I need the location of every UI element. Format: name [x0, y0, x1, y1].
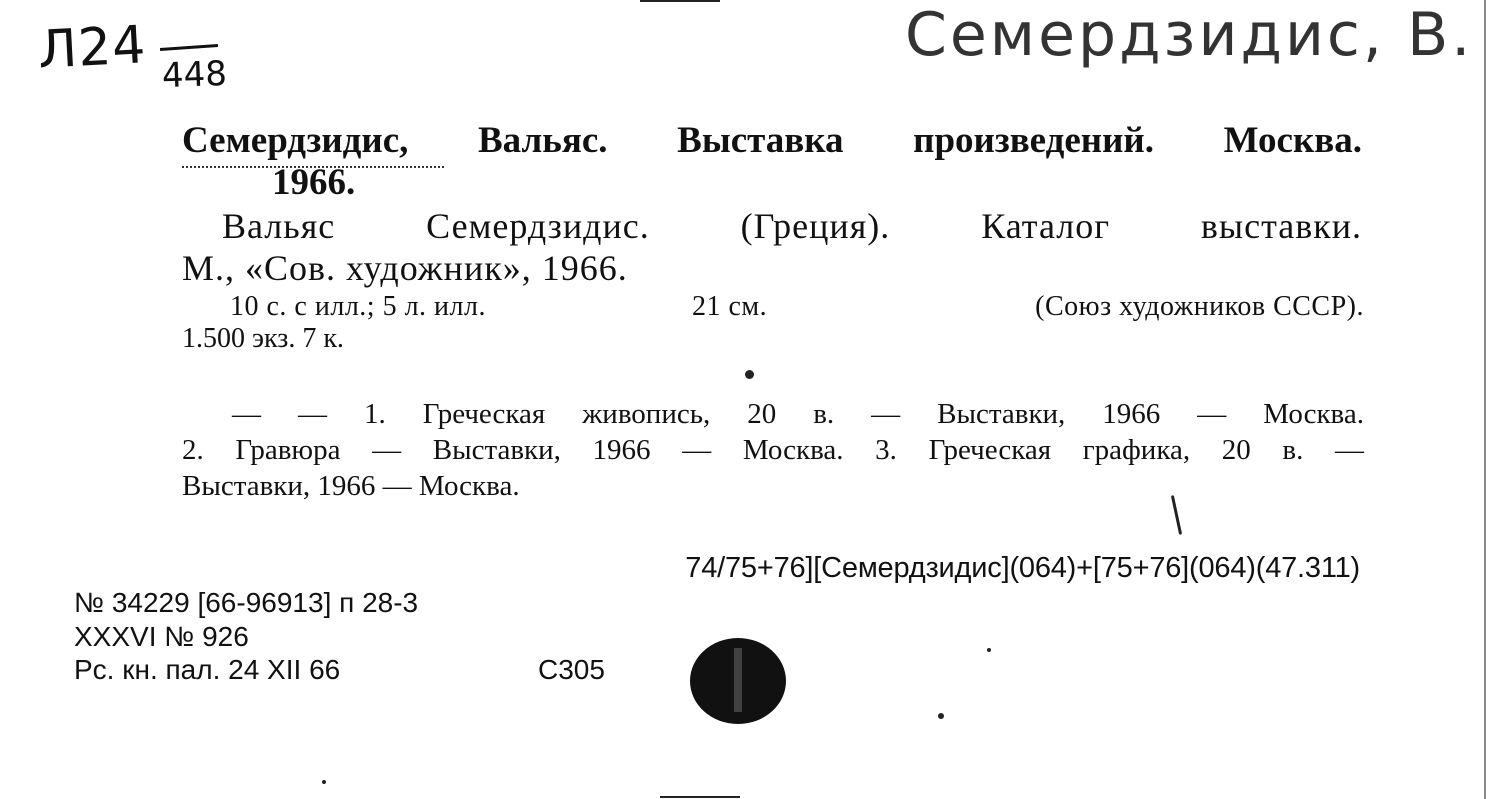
ink-speck [987, 648, 991, 652]
subject-headings [182, 396, 1364, 504]
physical-size: 21 см. [692, 291, 768, 322]
punch-hole [690, 638, 786, 724]
right-edge-line [1484, 0, 1486, 799]
classification-index: 74/75+76][Семердзидис](064)+[75+76](064)(47.311) [685, 552, 1360, 584]
ink-speck [322, 780, 326, 784]
card-code: С305 [538, 654, 605, 685]
handwritten-author-note: Семердзидис, В. [905, 0, 1474, 70]
physical-series: (Союз художников СССР). [1035, 291, 1364, 322]
physical-pages: 10 с. с илл.; 5 л. илл. [230, 291, 486, 322]
ink-speck [938, 713, 944, 719]
entry-imprint: М., «Сов. художник», 1966. [182, 248, 628, 288]
handwritten-shelf-number: 448 [161, 53, 228, 97]
entry-title: Вальяс Семердзидис. (Греция). Каталог выставки. [222, 206, 1362, 246]
subject-line-1: — — 1. Греческая живопись, 20 в. — Выставки, 1966 — Москва. [232, 398, 1364, 430]
handwritten-shelf-mark: Л24 [36, 15, 148, 81]
volume-number: XXXVI № 926 [74, 621, 249, 652]
top-edge-mark [640, 0, 720, 2]
entry-heading-year: 1966. [272, 162, 356, 203]
shelf-mark-fraction-bar [160, 44, 218, 51]
entry-heading: Семердзидис, Вальяс. Выставка произведений. Москва. [182, 120, 1362, 161]
card-number: № 34229 [66-96913] п 28-3 [74, 587, 419, 618]
subject-line-3: Выставки, 1966 — Москва. [182, 470, 520, 502]
ink-speck [745, 370, 754, 379]
print-note: Рс. кн. пал. 24 XII 66 [74, 654, 341, 685]
subject-line-2: 2. Гравюра — Выставки, 1966 — Москва. 3. Греческая графика, 20 в. — [182, 434, 1364, 466]
edition-price: 1.500 экз. 7 к. [182, 323, 344, 354]
bottom-edge-mark [660, 796, 740, 798]
